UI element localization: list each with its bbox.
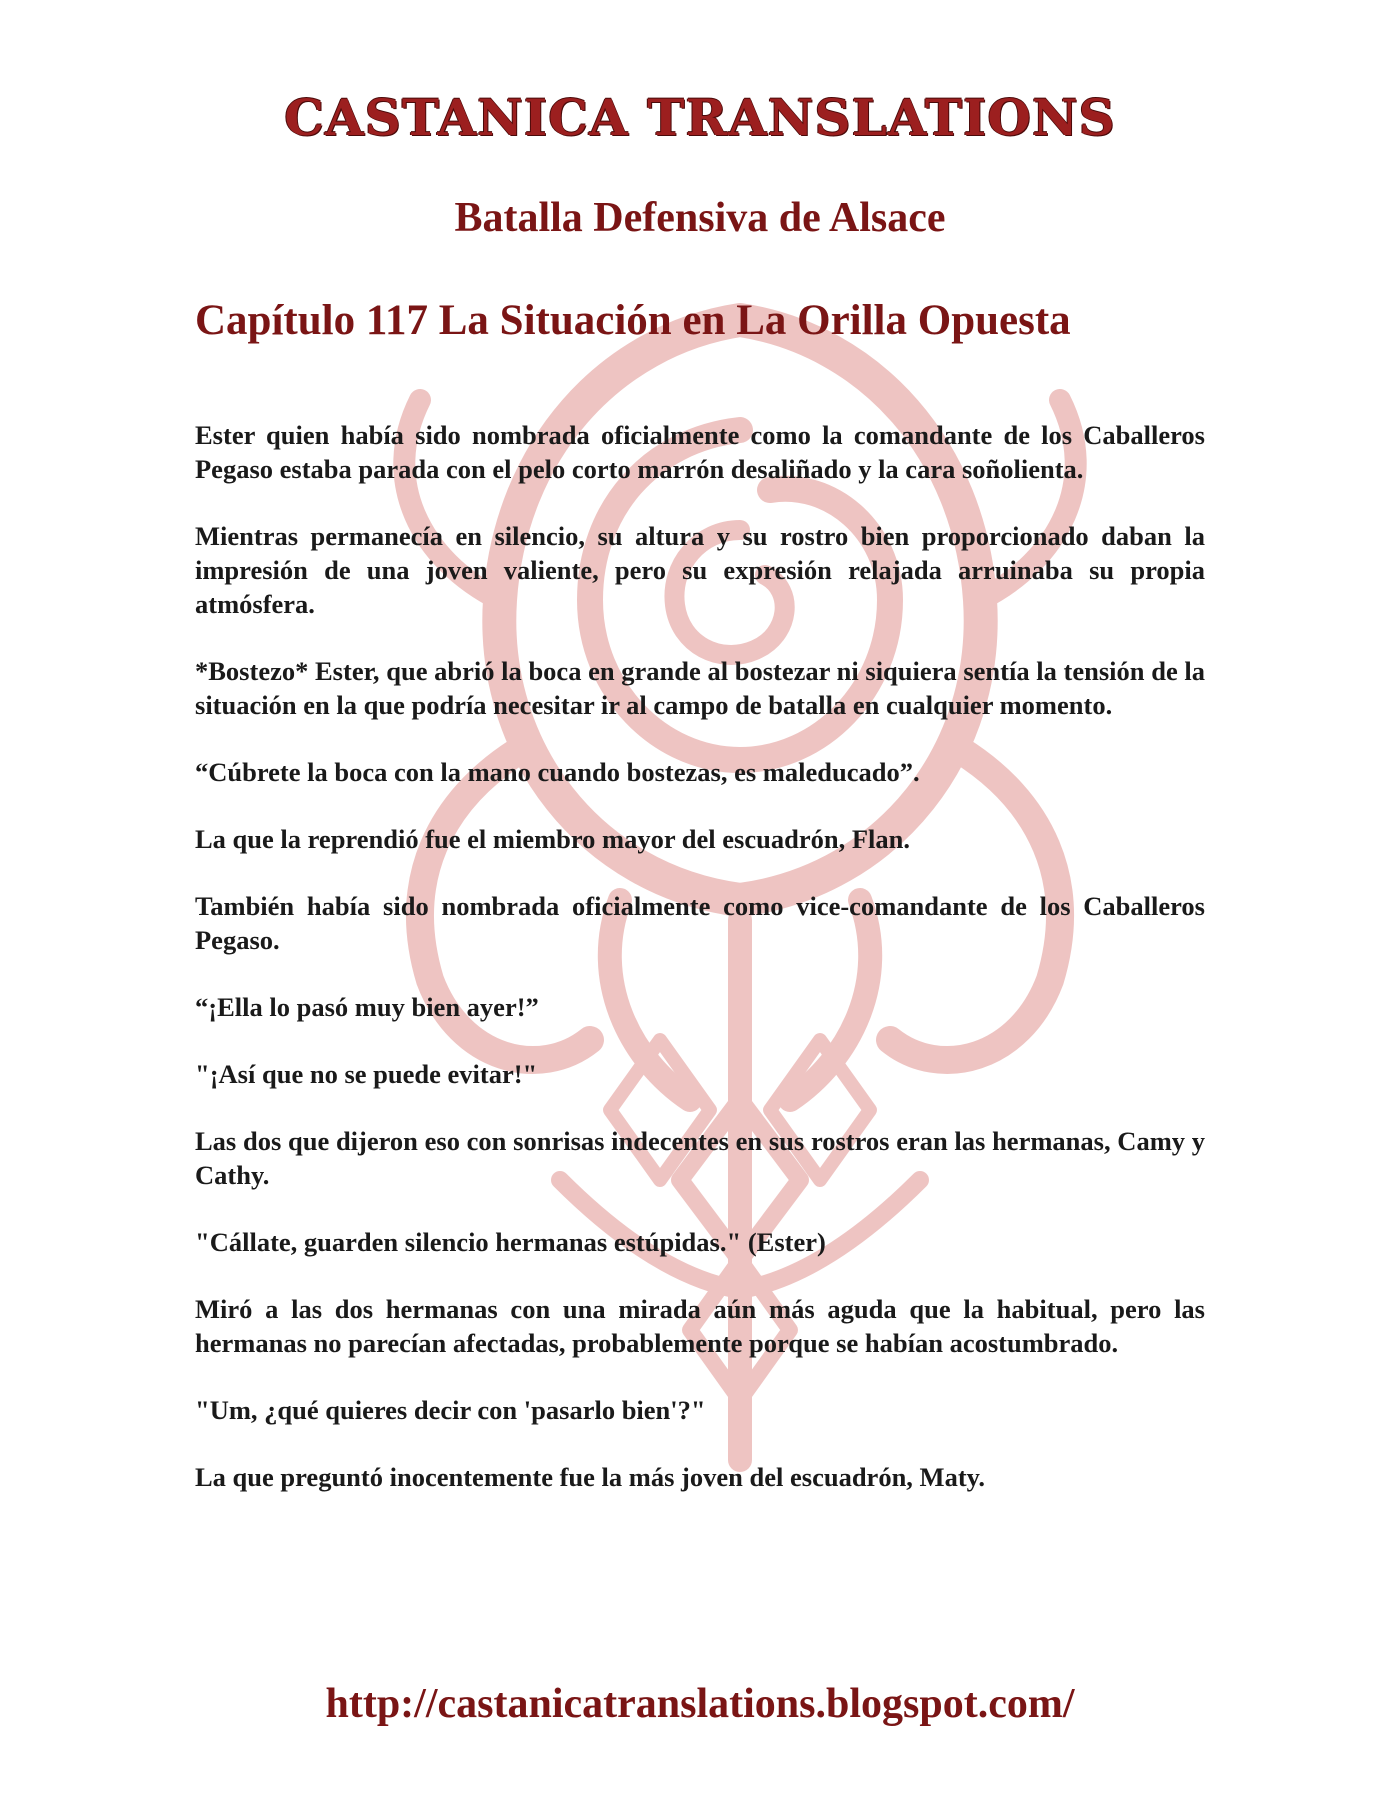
paragraph: También había sido nombrada oficialmente como vice-comandante de los Caballeros Pegaso. bbox=[195, 891, 1205, 955]
paragraph: Las dos que dijeron eso con sonrisas indecentes en sus rostros eran las hermanas, Camy y Cathy. bbox=[195, 1126, 1205, 1190]
footer-url-link[interactable]: http://castanicatranslations.blogspot.com/ bbox=[325, 1681, 1075, 1727]
paragraph: “¡Ella lo pasó muy bien ayer!” bbox=[195, 992, 539, 1022]
site-brand-title: CASTANICA TRANSLATIONS bbox=[284, 88, 1116, 147]
paragraph: Ester quien había sido nombrada oficialmente como la comandante de los Caballeros Pegaso estaba parada con el pelo corto marrón desaliñado y la cara soñolienta. bbox=[195, 420, 1205, 484]
paragraph: "¡Así que no se puede evitar!" bbox=[195, 1059, 538, 1089]
paragraph: La que preguntó inocentemente fue la más joven del escuadrón, Maty. bbox=[195, 1462, 986, 1492]
book-title: Batalla Defensiva de Alsace bbox=[454, 195, 946, 241]
paragraph: “Cúbrete la boca con la mano cuando bostezas, es maleducado”. bbox=[195, 757, 920, 787]
chapter-body bbox=[195, 418, 1205, 1527]
paragraph: "Cállate, guarden silencio hermanas estúpidas." (Ester) bbox=[195, 1227, 826, 1257]
paragraph: Mientras permanecía en silencio, su altura y su rostro bien proporcionado daban la impresión de una joven valiente, pero su expresión relajada arruinaba su propia atmósfera. bbox=[195, 521, 1205, 619]
paragraph: "Um, ¿qué quieres decir con 'pasarlo bien'?" bbox=[195, 1395, 706, 1425]
paragraph: La que la reprendió fue el miembro mayor del escuadrón, Flan. bbox=[195, 824, 911, 854]
paragraph: Miró a las dos hermanas con una mirada aún más aguda que la habitual, pero las hermanas no parecían afectadas, probablemente porque se habían acostumbrado. bbox=[195, 1294, 1205, 1358]
paragraph: *Bostezo* Ester, que abrió la boca en grande al bostezar ni siquiera sentía la tensión de la situación en la que podría necesitar ir al campo de batalla en cualquier momento. bbox=[195, 656, 1205, 720]
chapter-title: Capítulo 117 La Situación en La Orilla Opuesta bbox=[195, 297, 1071, 344]
